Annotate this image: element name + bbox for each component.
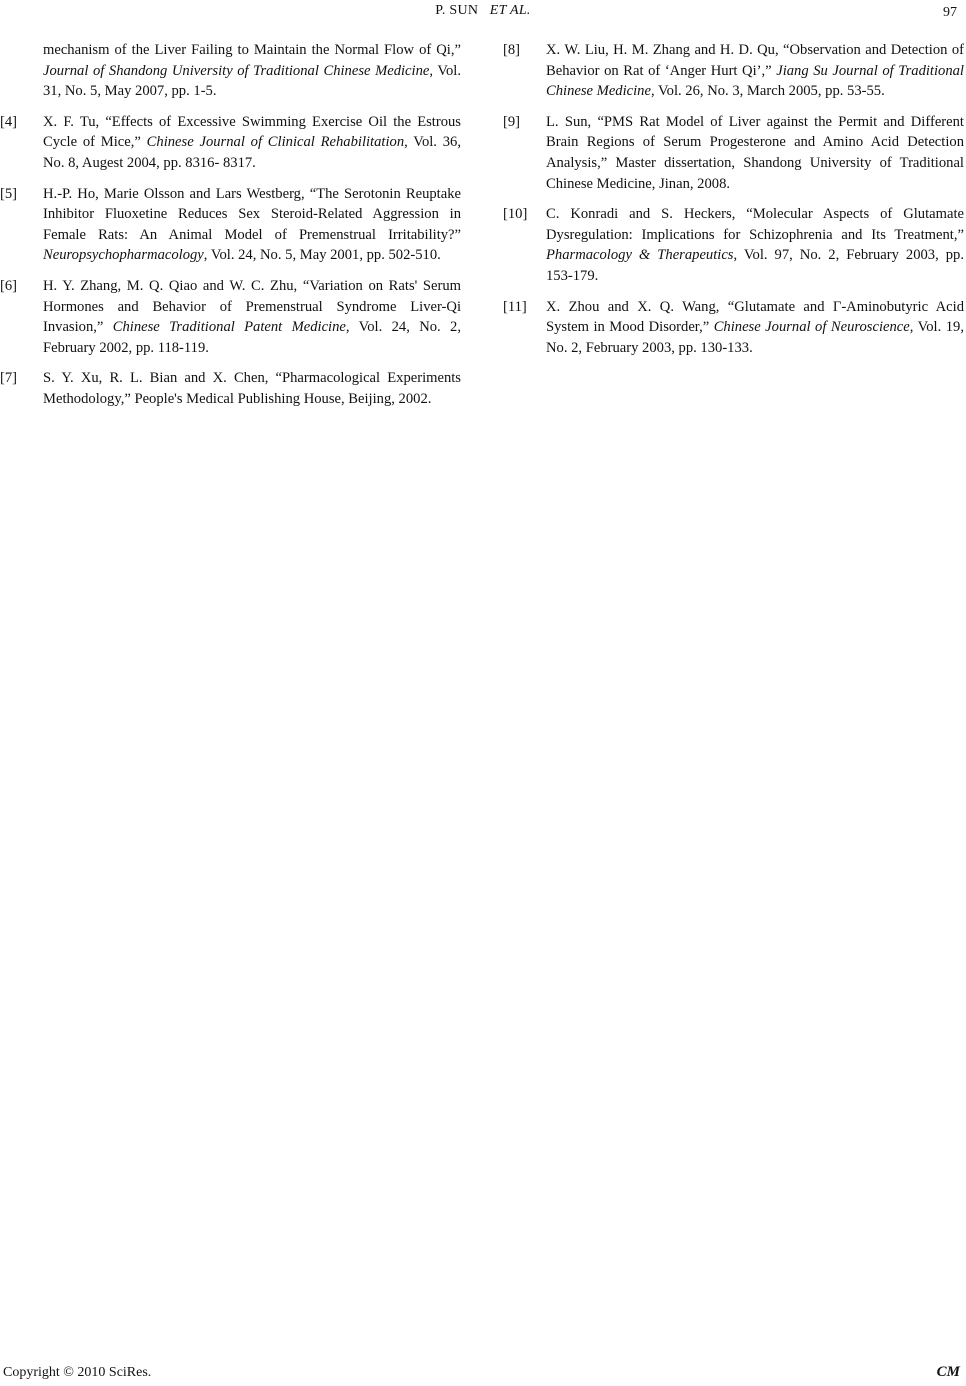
journal-abbreviation: CM [936,1364,960,1380]
reference-number: [4] [0,113,18,130]
reference-text: H. Y. Zhang, M. Q. Qiao and W. C. Zhu, “Variation on Rats' Serum Hormones and Behavior of Premenstrual Syndrome Liver-Qi Invasion,” Chinese Traditional Patent Medicine, Vol. 24, No. 2, February 2002, pp. 118-119. [43,277,461,356]
references-left-column [0,40,461,420]
reference-number: [8] [503,42,521,58]
reference-item [503,40,964,102]
reference-number: [9] [503,113,521,130]
reference-number: [10] [503,206,528,223]
header-author: P. SUN [435,3,479,18]
reference-number: [7] [0,370,18,387]
reference-item [503,112,964,194]
reference-text: mechanism of the Liver Failing to Maintain the Normal Flow of Qi,” Journal of Shandong University of Traditional Chinese Medicine, Vol. 31, No. 5, May 2007, pp. 1-5. [43,42,461,100]
reference-number: [6] [0,277,18,294]
reference-item [0,184,461,266]
running-header [0,3,966,19]
page-number: 97 [943,5,957,20]
reference-number: [5] [0,185,18,202]
reference-number: [11] [503,298,527,315]
header-etal: ET AL. [489,3,531,18]
reference-text: H.-P. Ho, Marie Olsson and Lars Westberg, “The Serotonin Reuptake Inhibitor Fluoxetine Reduces Sex Steroid-Related Aggression in Female Rats: An Animal Model of Premenstrual Irritability?” Neuropsychopharmacology, Vol. 24, No. 5, May 2001, pp. 502-510. [43,185,461,264]
references-right-column [503,40,964,368]
reference-text: L. Sun, “PMS Rat Model of Liver against the Permit and Different Brain Regions of Serum Progesterone and Amino Acid Detection Analysis,” Master dissertation, Shandong University of Traditional Chinese Medicine, Jinan, 2008. [546,113,964,192]
reference-item [0,276,461,358]
reference-text: C. Konradi and S. Heckers, “Molecular Aspects of Glutamate Dysregulation: Implications for Schizophrenia and Its Treatment,” Pharmacology & Therapeutics, Vol. 97, No. 2, February 2003, pp. 153-179. [546,206,965,284]
copyright-notice: Copyright © 2010 SciRes. [3,1365,152,1380]
reference-item [503,297,964,359]
reference-item [0,368,461,409]
reference-text: X. F. Tu, “Effects of Excessive Swimming Exercise Oil the Estrous Cycle of Mice,” Chinese Journal of Clinical Rehabilitation, Vol. 36, No. 8, Augest 2004, pp. 8316- 8317. [43,113,461,171]
reference-text: X. W. Liu, H. M. Zhang and H. D. Qu, “Observation and Detection of Behavior on Rat of ‘Anger Hurt Qi’,” Jiang Su Journal of Traditional Chinese Medicine, Vol. 26, No. 3, March 2005, pp. 53-55. [546,42,964,100]
reference-item [0,112,461,174]
reference-item [0,40,461,102]
reference-item [503,204,964,286]
reference-text: S. Y. Xu, R. L. Bian and X. Chen, “Pharmacological Experiments Methodology,” People's Medical Publishing House, Beijing, 2002. [43,370,461,407]
reference-text: X. Zhou and X. Q. Wang, “Glutamate and Γ-Aminobutyric Acid System in Mood Disorder,” Chinese Journal of Neuroscience, Vol. 19, No. 2, February 2003, pp. 130-133. [546,298,964,356]
